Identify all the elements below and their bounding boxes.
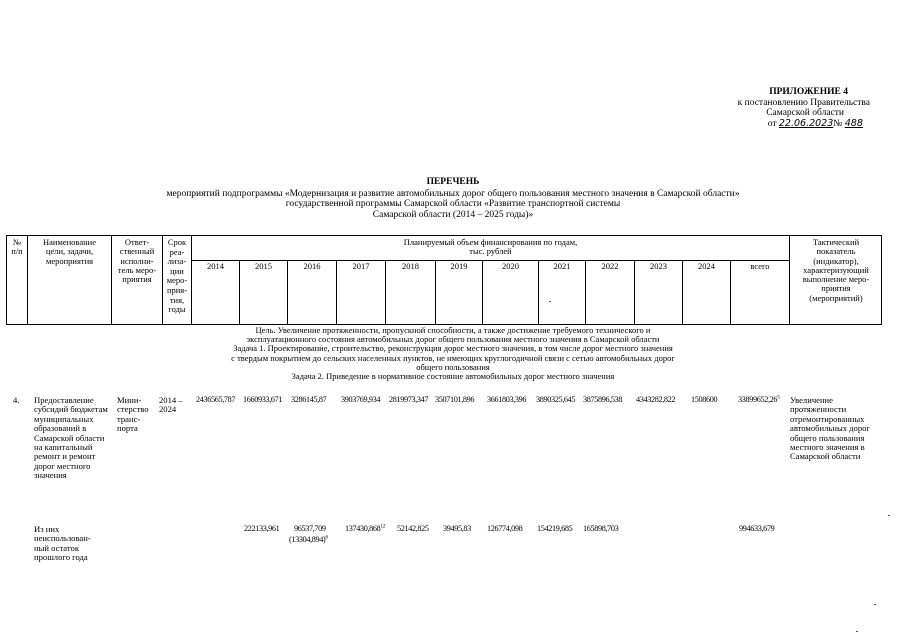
header-year-2020: 2020 (502, 261, 519, 271)
task1-line-1: Задача 1. Проектирование, строительство, реконструкция дорог местного значения, в том числе дорог местного значения (233, 343, 673, 354)
row-4-value-2016: 3286145,87 (291, 395, 327, 404)
document-subtitle-3: Самарской области (2014 – 2025 годы)» (372, 209, 534, 220)
row-4-total-value: 33899652,26 (738, 395, 778, 404)
row-unused-name: Из них неиспользован- ный остаток прошлого года (34, 524, 91, 563)
row-4-executor: Мини- стерство транс- порта (117, 395, 149, 434)
row-unused-value-2017: 52142,825 (397, 524, 429, 533)
document-title-block (0, 177, 906, 220)
row-unused-value-2018: 39495,83 (443, 524, 471, 533)
table-header (6, 235, 882, 325)
row-4-value-2015: 1660933,671 (243, 395, 283, 404)
row-4-value-2021: 3890325,645 (536, 395, 576, 404)
goal-line-1: Цель. Увеличение протяженности, пропускной способности, а также достижение требуемого технического и (255, 325, 651, 335)
row-4-indicator: Увеличение протяженности отремонтированных автомобильных дорог общего пользования местного значения в Самарской области (790, 395, 870, 462)
header-year-2024: 2024 (698, 261, 715, 271)
header-financing: Планируемый объем финансирования по годам, тыс. рублей (403, 237, 578, 257)
row-unused-extra-value: (13304,894) (289, 535, 326, 544)
row-4-name: Предоставление субсидий бюджетам муниципальных образований в Самарской области на капитальный ремонт и ремонт дорог местного значения (34, 395, 108, 481)
row-unused-value-2019: 126774,098 (487, 524, 523, 533)
header-executor: Ответ- ственный исполни- тель меро- приятия (117, 237, 157, 285)
header-year-2016: 2016 (303, 261, 321, 271)
task1-line-3: общего пользования (416, 361, 490, 372)
header-year-2015: 2015 (255, 261, 272, 271)
goal-block (0, 326, 906, 381)
row-unused-2016-value: 137430,868 (345, 524, 381, 533)
row-unused-value-2014: 222133,961 (244, 524, 280, 533)
row-4-value-2023: 4343282,822 (636, 395, 676, 404)
task1-line-2: с твердым покрытием до сельских населенных пунктов, не имеющих круглогодичной связи с сетью автомобильных дорог (231, 352, 675, 363)
number-prefix: № (833, 118, 843, 129)
attachment-line-2: к постановлению Правительства (737, 97, 870, 108)
attachment-line-3: Самарской области (766, 108, 844, 118)
header-indicator: Тактический показатель (индикатор), характеризующий выполнение меро- приятия (мероприятий) (802, 237, 870, 303)
header-total: всего (750, 261, 770, 271)
row-4-num: 4. (13, 395, 20, 405)
row-4-value-2024: 1508600 (691, 395, 718, 404)
row-4-value-2018: 2819973,347 (389, 395, 429, 404)
row-unused-value-2021: 165898,703 (583, 524, 619, 533)
goal-line-2: эксплуатационного состояния автомобильных дорог общего пользования местного значения в Самарской области (246, 334, 660, 345)
scan-speck (888, 515, 890, 516)
document-title: ПЕРЕЧЕНЬ (426, 177, 480, 187)
row-unused-2016-note: 12 (380, 523, 386, 530)
attachment-date: 22.06.2023 (778, 117, 834, 129)
row-unused-value-total: 994633,679 (739, 524, 775, 533)
scan-speck (549, 301, 551, 302)
header-num: № п/п (11, 237, 23, 257)
scan-speck (856, 631, 858, 632)
row-4-total-note: 5 (777, 394, 780, 401)
row-4-value-2014: 2436565,787 (196, 395, 236, 404)
header-year-2022: 2022 (601, 261, 619, 271)
document-subtitle-1: мероприятий подпрограммы «Модернизация и развитие автомобильных дорог общего пользования местного значения в Самарской области» (166, 189, 740, 200)
attachment-title: ПРИЛОЖЕНИЕ 4 (769, 87, 848, 97)
attachment-date-line (738, 119, 870, 130)
row-4-value-total (738, 395, 780, 404)
date-prefix: от (767, 118, 777, 129)
header-year-2014: 2014 (207, 261, 224, 271)
task2-line: Задача 2. Приведение в нормативное состояние автомобильных дорог местного значения (291, 371, 615, 382)
scan-speck (874, 604, 876, 605)
row-unused-value-2015-extra (289, 535, 328, 544)
header-term: Срок реа- лиза- ции меро- прия- тия, годы (166, 237, 188, 315)
row-4-value-2017: 3903769,934 (341, 395, 381, 404)
header-year-2021: 2021 (553, 261, 571, 271)
header-year-2017: 2017 (352, 261, 370, 271)
header-name: Наименование цели, задачи, мероприятия (43, 237, 96, 266)
document-subtitle-2: государственной программы Самарской области «Развитие транспортной системы (285, 199, 621, 210)
attachment-number: 488 (844, 117, 863, 129)
header-year-2018: 2018 (402, 261, 419, 271)
row-4-value-2019: 3507101,896 (435, 395, 475, 404)
header-year-2019: 2019 (450, 261, 468, 271)
attachment-block (738, 87, 870, 129)
row-unused-value-2016 (345, 524, 385, 533)
row-4-value-2020: 3661803,396 (487, 395, 527, 404)
header-year-2023: 2023 (650, 261, 667, 271)
row-unused-value-2020: 154219,685 (537, 524, 573, 533)
row-unused-value-2015: 96537,709 (294, 524, 326, 533)
row-4-term: 2014 – 2024 (159, 395, 183, 415)
row-4-value-2022: 3875896,538 (583, 395, 623, 404)
row-unused-extra-note: 6 (325, 534, 328, 541)
